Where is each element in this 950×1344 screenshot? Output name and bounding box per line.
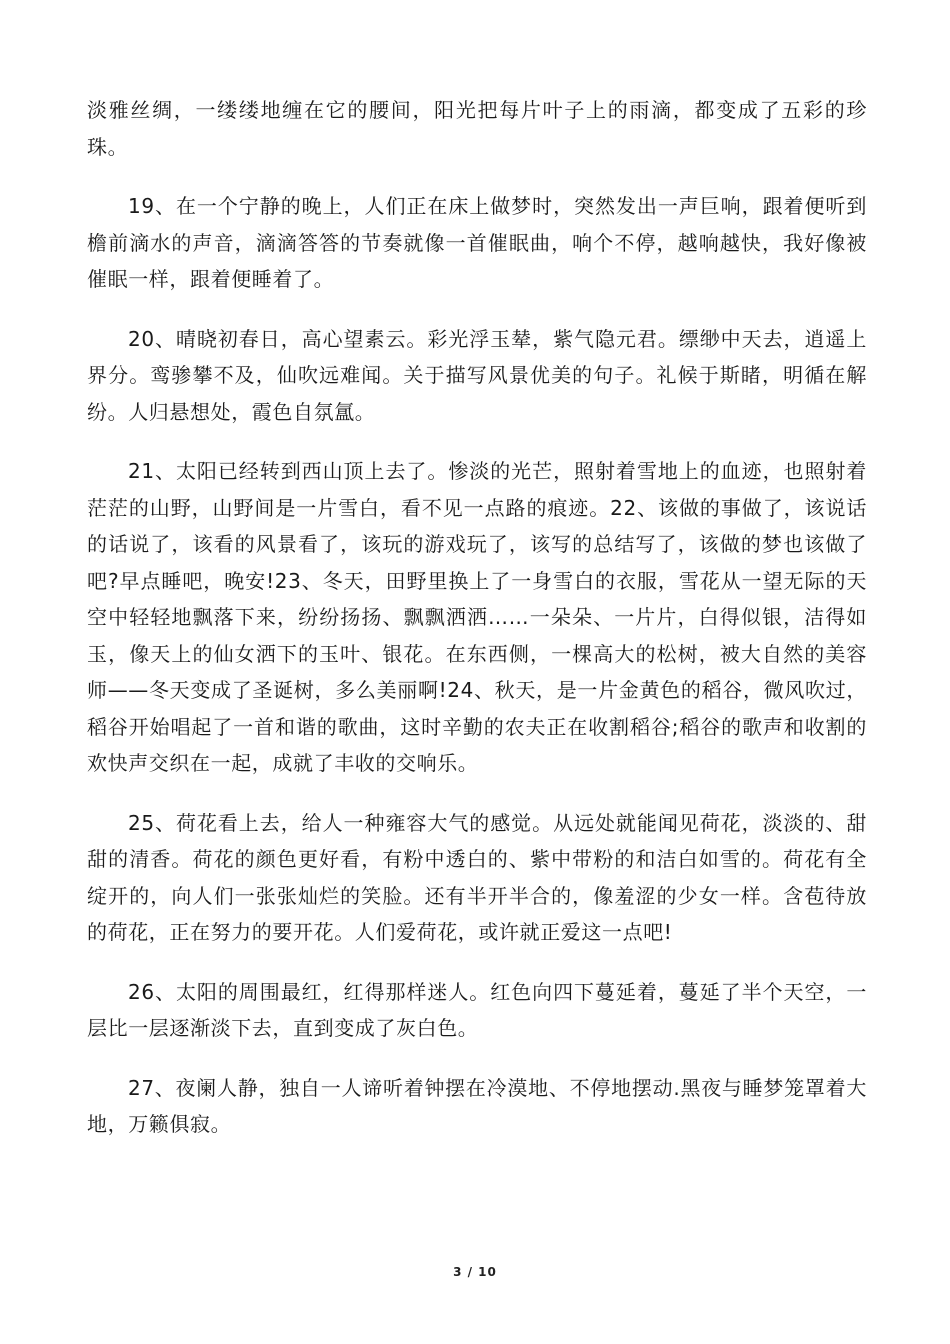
paragraph-19: 19、在一个宁静的晚上，人们正在床上做梦时，突然发出一声巨响，跟着便听到檐前滴水的声音，滴滴答答的节奏就像一首催眠曲，响个不停，越响越快，我好像被催眠一样，跟着便睡着了。	[87, 194, 867, 291]
paragraph-continuation: 淡雅丝绸，一缕缕地缠在它的腰间，阳光把每片叶子上的雨滴，都变成了五彩的珍珠。	[87, 98, 867, 159]
page-number: 3 / 10	[453, 1265, 497, 1279]
document-body	[87, 92, 867, 1166]
paragraph-27: 27、夜阑人静，独自一人谛听着钟摆在冷漠地、不停地摆动.黑夜与睡梦笼罩着大地，万籁俱寂。	[87, 1075, 867, 1136]
paragraph-25: 25、荷花看上去，给人一种雍容大气的感觉。从远处就能闻见荷花，淡淡的、甜甜的清香。荷花的颜色更好看，有粉中透白的、紫中带粉的和洁白如雪的。荷花有全绽开的，向人们一张张灿烂的笑脸。还有半开半合的，像羞涩的少女一样。含苞待放的荷花，正在努力的要开花。人们爱荷花，或许就正爱这一点吧!	[87, 810, 867, 944]
paragraph-21-24: 21、太阳已经转到西山顶上去了。惨淡的光芒，照射着雪地上的血迹，也照射着茫茫的山野，山野间是一片雪白，看不见一点路的痕迹。22、该做的事做了，该说话的话说了，该看的风景看了，该玩的游戏玩了，该写的总结写了，该做的梦也该做了吧?早点睡吧，晚安!23、冬天，田野里换上了一身雪白的衣服，雪花从一望无际的天空中轻轻地飘落下来，纷纷扬扬、飘飘洒洒……一朵朵、一片片，白得似银，洁得如玉，像天上的仙女洒下的玉叶、银花。在东西侧，一棵高大的松树，被大自然的美容师——冬天变成了圣诞树，多么美丽啊!24、秋天，是一片金黄色的稻谷，微风吹过，稻谷开始唱起了一首和谐的歌曲，这时辛勤的农夫正在收割稻谷;稻谷的歌声和收割的欢快声交织在一起，成就了丰收的交响乐。	[87, 459, 867, 775]
paragraph-26: 26、太阳的周围最红，红得那样迷人。红色向四下蔓延着，蔓延了半个天空，一层比一层逐渐淡下去，直到变成了灰白色。	[87, 979, 867, 1040]
paragraph-20: 20、晴晓初春日，高心望素云。彩光浮玉辇，紫气隐元君。缥缈中天去，逍遥上界分。鸾骖攀不及，仙吹远难闻。关于描写风景优美的句子。礼候于斯睹，明循在解纷。人归悬想处，霞色自氛氲。	[87, 326, 867, 424]
